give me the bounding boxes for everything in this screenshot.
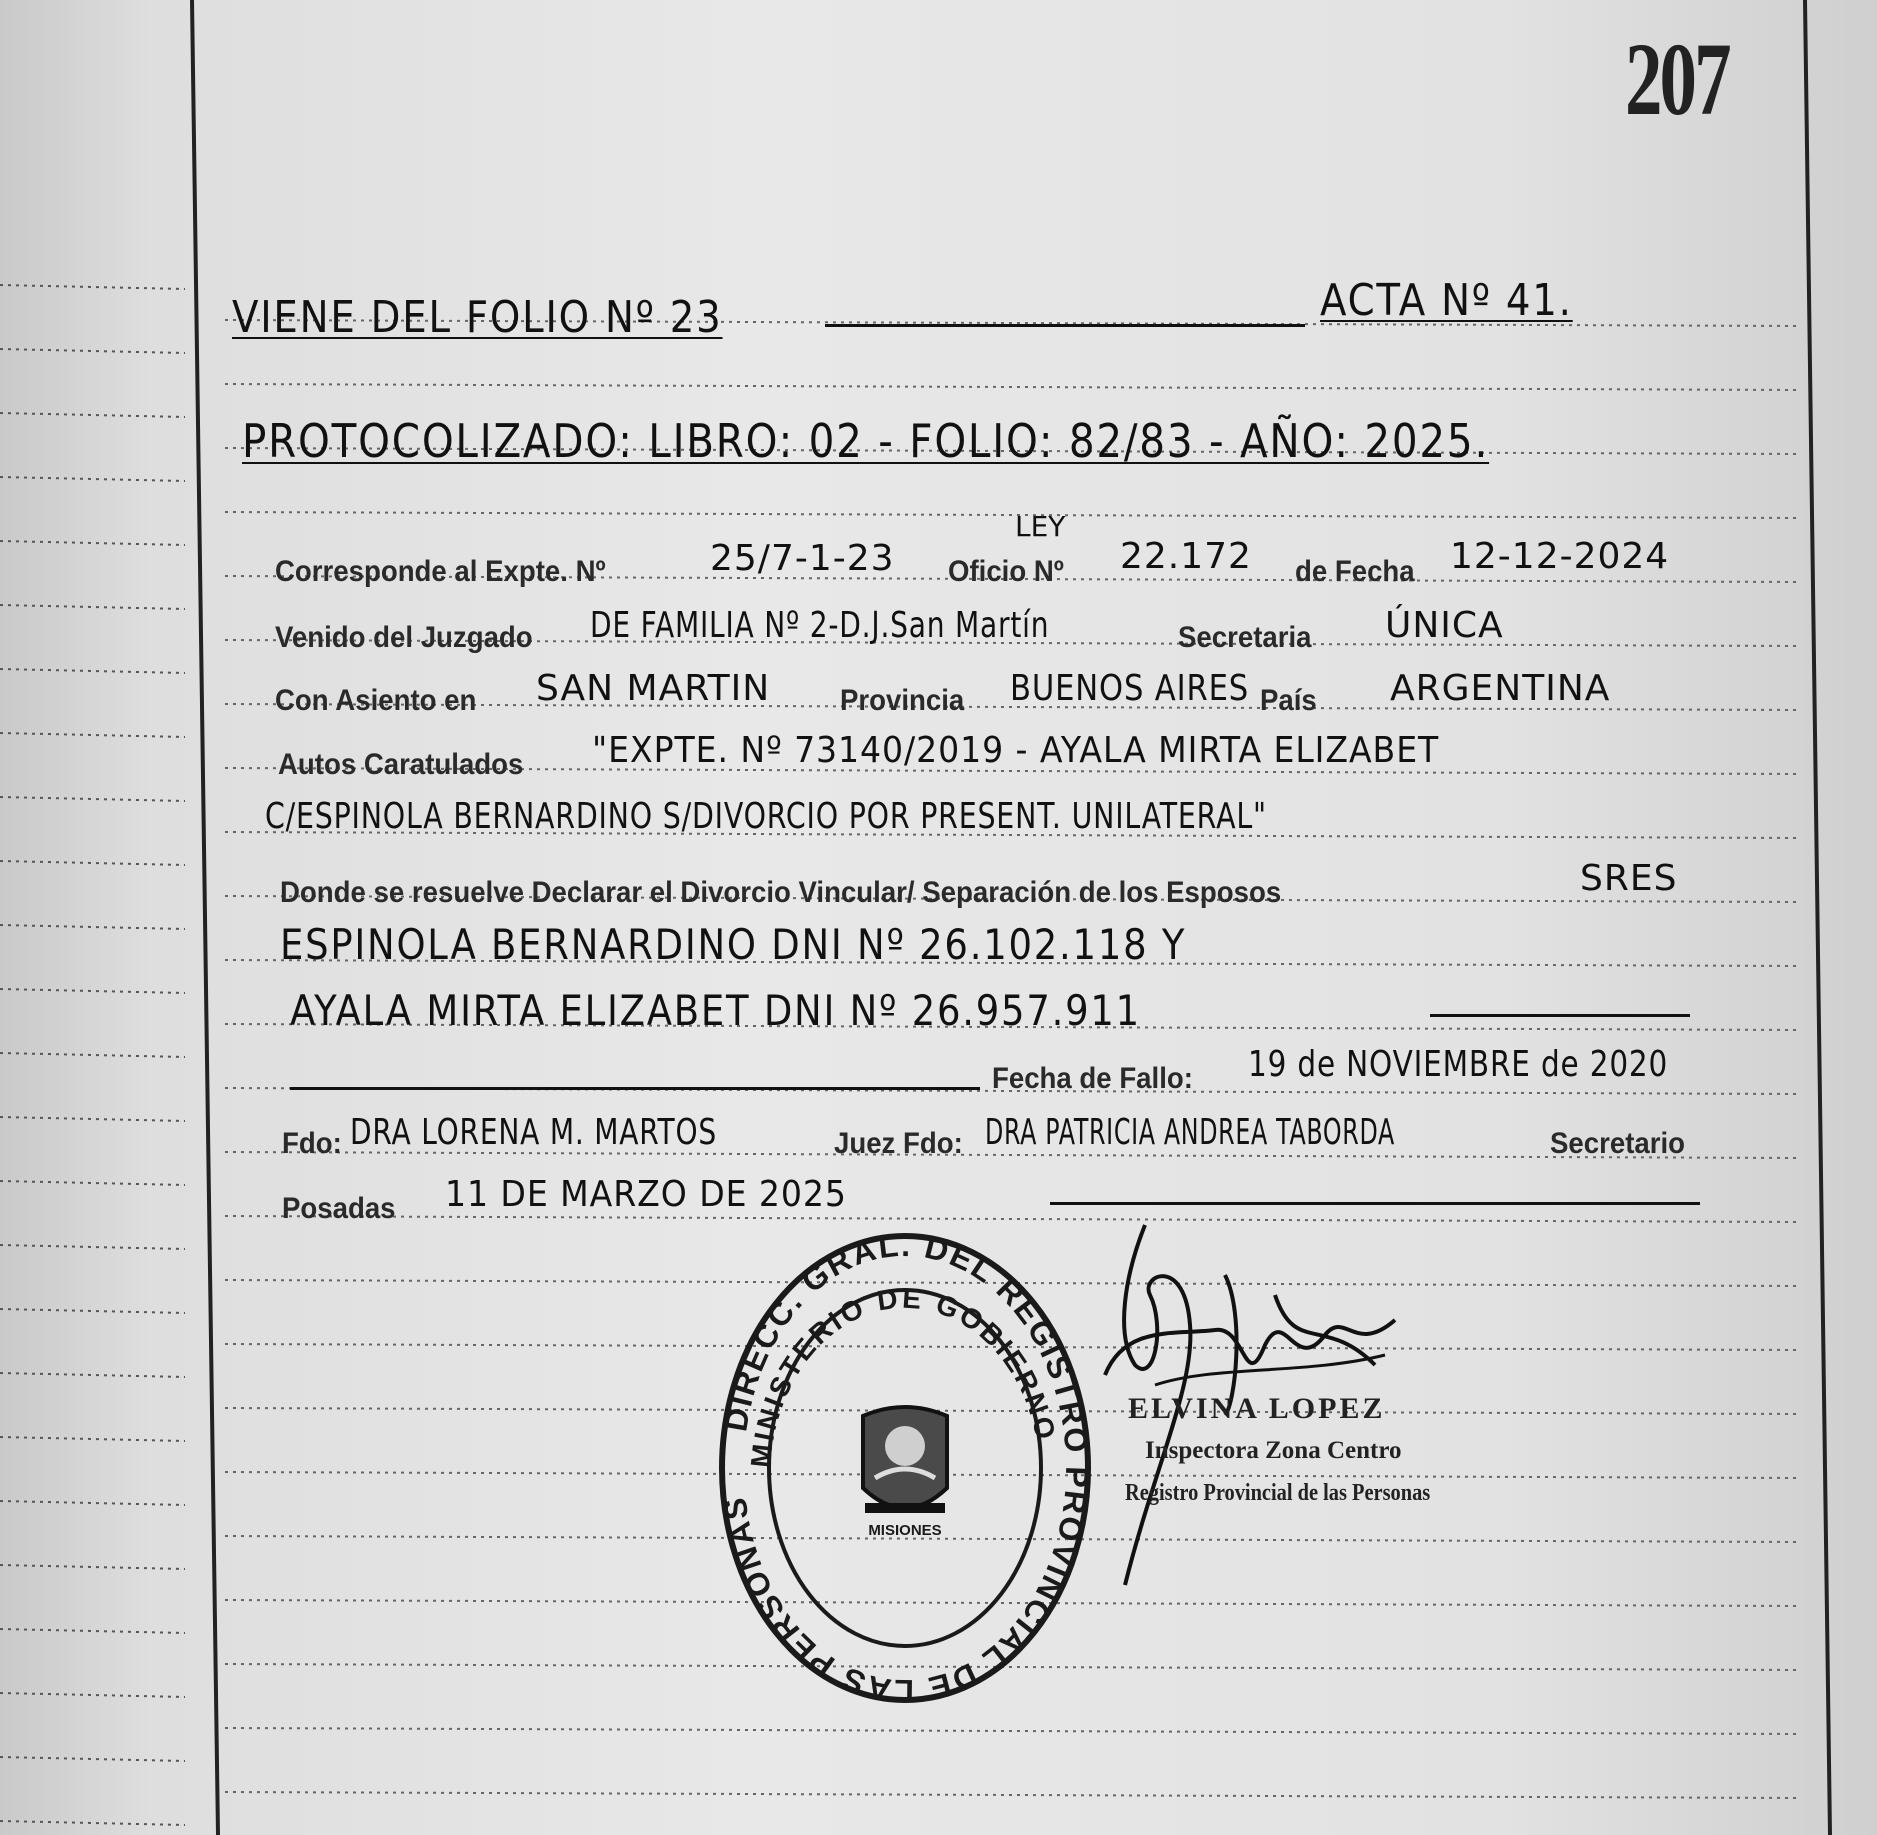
left-ruled-line (0, 1565, 185, 1569)
esposa-line: AYALA MIRTA ELIZABET DNI Nº 26.957.911 (290, 986, 1141, 1035)
official-seal (715, 1228, 1095, 1708)
posadas-label: Posadas (282, 1192, 396, 1225)
fallo-label: Fecha de Fallo: (992, 1062, 1193, 1095)
left-ruled-line (0, 1373, 185, 1377)
left-ruled-line (0, 1821, 185, 1825)
juzgado-label: Venido del Juzgado (275, 621, 533, 654)
asiento-label: Con Asiento en (275, 684, 477, 717)
pais-value: ARGENTINA (1390, 668, 1611, 709)
left-ruled-line (0, 1757, 185, 1761)
right-margin-rule (1805, 0, 1830, 1835)
left-ruled-line (0, 1309, 185, 1313)
secretaria-value: ÚNICA (1385, 605, 1504, 646)
left-ruled-line (0, 1245, 185, 1249)
left-ruled-line (0, 1181, 185, 1185)
left-ruled-line (0, 1437, 185, 1441)
ruled-line (225, 1728, 1800, 1734)
fecha-label: de Fecha (1295, 555, 1415, 588)
ley-annotation: LEY (1015, 510, 1066, 543)
fill-line (1050, 1202, 1700, 1205)
donde-label: Donde se resuelve Declarar el Divorcio Vincular/ Separación de los Esposos (280, 876, 1282, 909)
left-ruled-line (0, 797, 185, 801)
left-ruled-line (0, 733, 185, 737)
viene-del-folio: VIENE DEL FOLIO Nº 23 (232, 292, 723, 343)
fecha-value: 12-12-2024 (1450, 536, 1670, 577)
oficio-value: 22.172 (1120, 536, 1252, 577)
donde-value: SRES (1580, 858, 1678, 899)
signatory-name: ELVINA LOPEZ (1128, 1392, 1386, 1425)
coat-of-arms-emblem (863, 1407, 947, 1508)
seal-inner-text: MINISTERIO DE GOBIERNO (744, 1282, 1062, 1470)
left-ruled-line (0, 1053, 185, 1057)
left-ruled-line (0, 669, 185, 673)
provincia-label: Provincia (840, 684, 965, 717)
autos-label: Autos Caratulados (278, 748, 524, 781)
juez-label: Juez Fdo: (834, 1127, 963, 1160)
autos-value-1: "EXPTE. Nº 73140/2019 - AYALA MIRTA ELIZABET (592, 730, 1440, 771)
left-ruled-line (0, 605, 185, 609)
left-ruled-line (0, 477, 185, 481)
secretario-value: DRA PATRICIA ANDREA TABORDA (985, 1112, 1395, 1153)
signatory-title: Inspectora Zona Centro (1145, 1437, 1402, 1464)
seal-outer-text: DIRECC. GRAL. DEL REGISTRO PROVINCIAL DE LAS PERSONAS (716, 1228, 1095, 1708)
left-margin-rule (192, 0, 218, 1835)
left-ruled-line (0, 925, 185, 929)
provincia-value: BUENOS AIRES (1010, 668, 1250, 709)
left-ruled-line (0, 541, 185, 545)
fdo-label: Fdo: (282, 1127, 342, 1160)
page-number: 207 (1625, 22, 1729, 137)
fill-line (825, 324, 1305, 327)
asiento-value: SAN MARTIN (536, 668, 771, 709)
juez-value: DRA LORENA M. MARTOS (350, 1112, 717, 1153)
expte-label: Corresponde al Expte. Nº (275, 555, 606, 588)
left-ruled-line (0, 1501, 185, 1505)
fallo-value: 19 de NOVIEMBRE de 2020 (1248, 1044, 1669, 1085)
signatory-office: Registro Provincial de las Personas (1125, 1480, 1431, 1506)
pais-label: País (1260, 684, 1317, 717)
ruled-line (225, 384, 1800, 390)
ruled-line (225, 512, 1800, 518)
left-ruled-line (0, 989, 185, 993)
left-ruled-line (0, 349, 185, 353)
posadas-value: 11 DE MARZO DE 2025 (445, 1174, 847, 1215)
left-ruled-line (0, 1693, 185, 1697)
fill-line (1430, 1014, 1690, 1017)
left-ruled-line (0, 413, 185, 417)
left-ruled-line (0, 1117, 185, 1121)
secretaria-label: Secretaria (1178, 621, 1312, 654)
ruled-line (225, 1216, 1800, 1222)
secretario-label: Secretario (1550, 1127, 1686, 1160)
ruled-line (225, 1792, 1800, 1798)
left-ruled-line (0, 285, 185, 289)
juzgado-value: DE FAMILIA Nº 2-D.J.San Martín (590, 605, 1050, 646)
acta-number: ACTA Nº 41. (1320, 275, 1573, 326)
protocolizado: PROTOCOLIZADO: LIBRO: 02 - FOLIO: 82/83 - AÑO: 2025. (242, 414, 1490, 468)
fill-line (290, 1087, 980, 1090)
esposo-line: ESPINOLA BERNARDINO DNI Nº 26.102.118 Y (280, 920, 1187, 969)
left-ruled-line (0, 861, 185, 865)
autos-value-2: C/ESPINOLA BERNARDINO S/DIVORCIO POR PRESENT. UNILATERAL" (265, 796, 1267, 837)
seal-emblem-text: MISIONES (868, 1522, 942, 1539)
oficio-label: Oficio Nº (948, 555, 1064, 588)
left-ruled-line (0, 1629, 185, 1633)
expte-value: 25/7-1-23 (710, 538, 895, 579)
